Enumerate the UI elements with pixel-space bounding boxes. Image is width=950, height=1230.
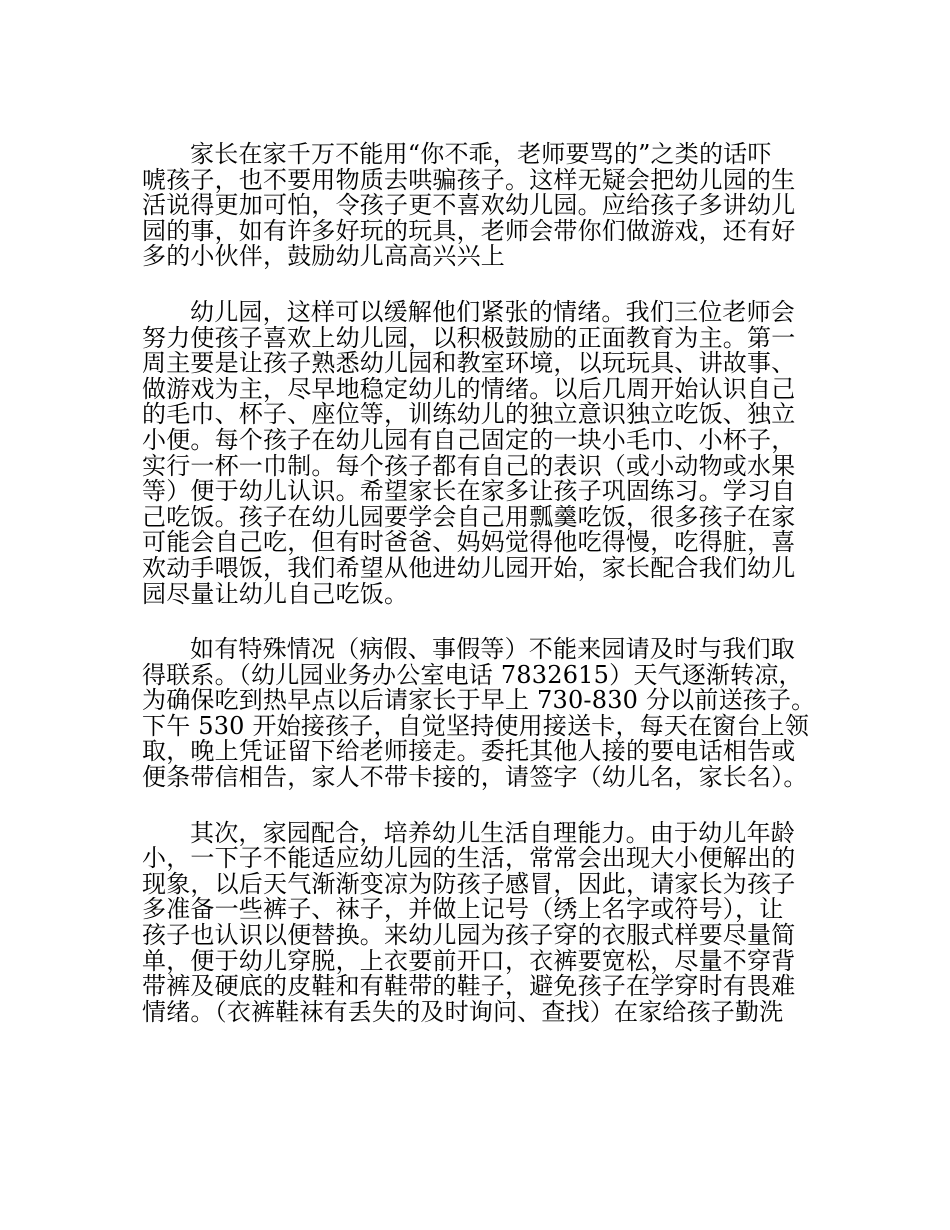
text-line: 得联系。（幼儿园业务办公室电话 7832615）天气逐渐转凉， — [142, 660, 803, 689]
text-line: 做游戏为主，尽早地稳定幼儿的情绪。以后几周开始认识自己 — [142, 374, 796, 403]
text-line: 单，便于幼儿穿脱，上衣要前开口，衣裤要宽松，尽量不穿背 — [142, 946, 796, 975]
text-line: 小，一下子不能适应幼儿园的生活，常常会出现大小便解出的 — [142, 844, 796, 873]
text-line: 等）便于幼儿认识。希望家长在家多让孩子巩固练习。学习自 — [142, 477, 796, 506]
paragraph-4 — [142, 818, 822, 1026]
text-line: 幼儿园，这样可以缓解他们紧张的情绪。我们三位老师会 — [190, 297, 795, 326]
text-line: 多的小伙伴，鼓励幼儿高高兴兴上 — [142, 242, 505, 271]
text-line: 多准备一些裤子、袜子，并做上记号（绣上名字或符号），让 — [142, 895, 784, 924]
paragraph-1 — [142, 142, 822, 270]
text-line: 小便。每个孩子在幼儿园有自己固定的一块小毛巾、小杯子， — [142, 425, 796, 454]
paragraph-2 — [142, 297, 822, 608]
text-line: 如有特殊情况（病假、事假等）不能来园请及时与我们取 — [190, 635, 795, 664]
text-line: 带裤及硬底的皮鞋和有鞋带的鞋子，避免孩子在学穿时有畏难 — [142, 972, 796, 1001]
text-line: 实行一杯一巾制。每个孩子都有自己的表识（或小动物或水果 — [142, 451, 796, 480]
text-line: 活说得更加可怕，令孩子更不喜欢幼儿园。应给孩子多讲幼儿 — [142, 191, 796, 220]
text-line: 欢动手喂饭，我们希望从他进幼儿园开始，家长配合我们幼儿 — [142, 553, 796, 582]
text-line: 现象，以后天气渐渐变凉为防孩子感冒，因此，请家长为孩子 — [142, 869, 796, 898]
text-line: 园尽量让幼儿自己吃饭。 — [142, 579, 409, 608]
text-line: 便条带信相告，家人不带卡接的，请签字（幼儿名，家长名）。 — [142, 763, 808, 792]
text-line: 唬孩子，也不要用物质去哄骗孩子。这样无疑会把幼儿园的生 — [142, 165, 796, 194]
paragraph-3 — [142, 637, 822, 791]
text-line: 周主要是让孩子熟悉幼儿园和教室环境，以玩玩具、讲故事、 — [142, 349, 796, 378]
text-line: 取，晚上凭证留下给老师接走。委托其他人接的要电话相告或 — [142, 737, 796, 766]
document-page — [142, 142, 822, 1055]
text-line: 为确保吃到热早点以后请家长于早上 730-830 分以前送孩子。 — [142, 686, 816, 715]
text-line: 可能会自己吃，但有时爸爸、妈妈觉得他吃得慢，吃得脏，喜 — [142, 528, 796, 557]
text-line: 的毛巾、杯子、座位等，训练幼儿的独立意识独立吃饭、独立 — [142, 400, 796, 429]
text-line: 己吃饭。孩子在幼儿园要学会自己用瓢羹吃饭，很多孩子在家 — [142, 502, 796, 531]
text-line: 其次，家园配合，培养幼儿生活自理能力。由于幼儿年龄 — [190, 818, 795, 847]
text-line: 园的事，如有许多好玩的玩具，老师会带你们做游戏，还有好 — [142, 216, 796, 245]
text-line: 情绪。（衣裤鞋袜有丢失的及时询问、查找）在家给孩子勤洗 — [142, 997, 784, 1026]
text-line: 下午 530 开始接孩子，自觉坚持使用接送卡，每天在窗台上领 — [142, 711, 810, 740]
text-line: 努力使孩子喜欢上幼儿园，以积极鼓励的正面教育为主。第一 — [142, 323, 796, 352]
text-line: 孩子也认识以便替换。来幼儿园为孩子穿的衣服式样要尽量简 — [142, 921, 796, 950]
text-line: 家长在家千万不能用“你不乖，老师要骂的”之类的话吓 — [190, 140, 772, 168]
